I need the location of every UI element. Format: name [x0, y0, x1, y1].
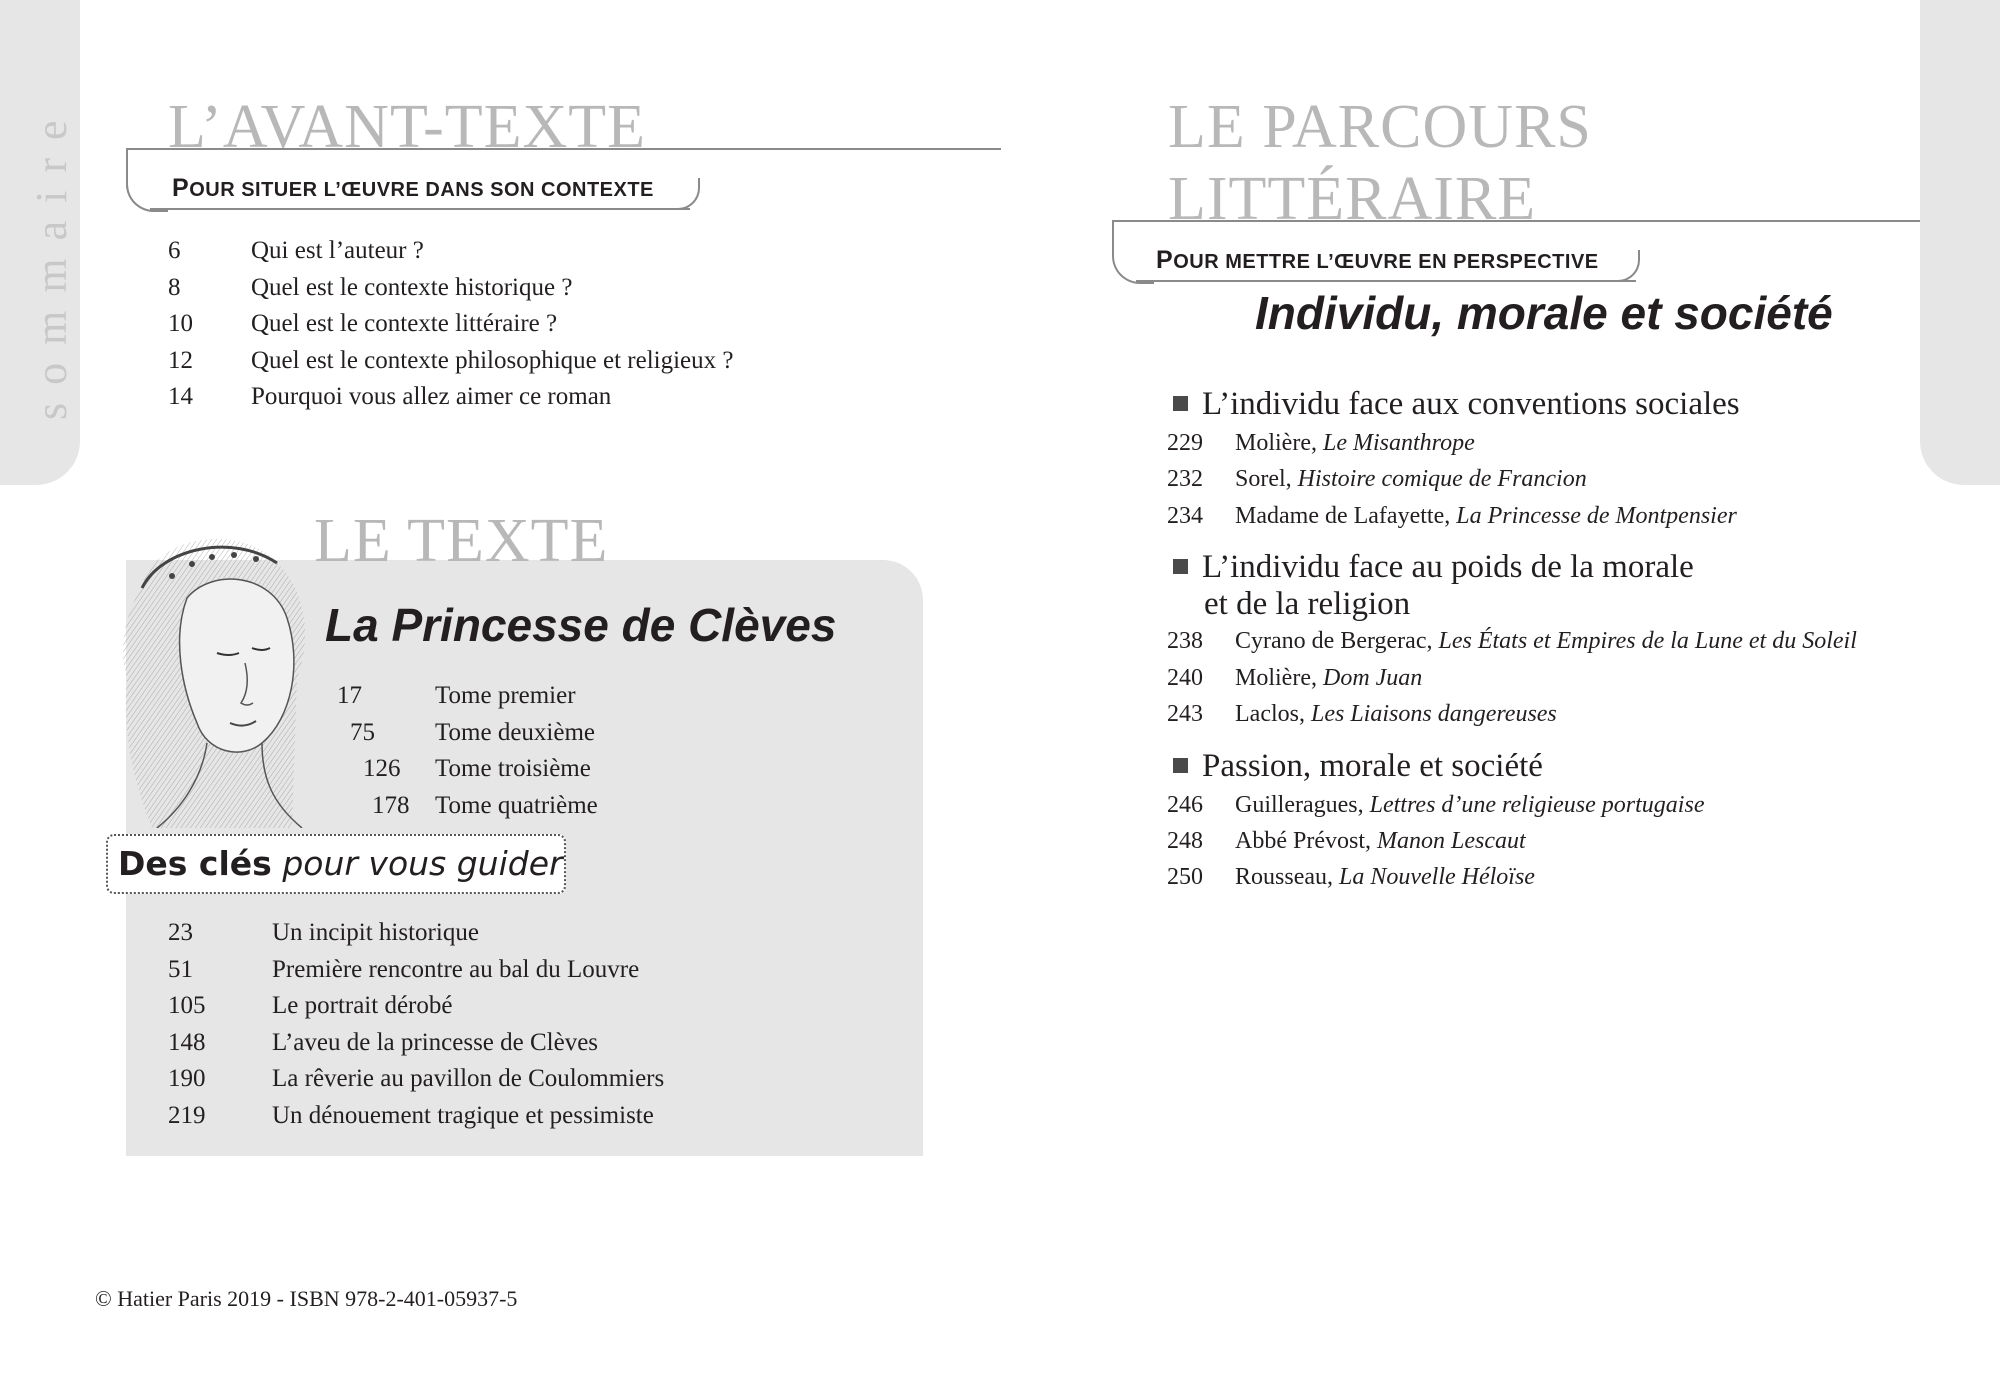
parcours-section-title: L’individu face au poids de la morale et de la religion: [1173, 549, 1694, 623]
square-bullet-icon: [1173, 396, 1188, 411]
keys-label: Des clés pour vous guider: [106, 834, 566, 894]
keys-list: 23 Un incipit historique 51 Première rencontre au bal du Louvre 105 Le portrait dérobé 148 L’aveu de la princesse de Clèves 190 La rêverie au pavillon de Coulommiers 219 Un dénouement tragique et pessimiste: [168, 919, 665, 1129]
parcours-section-title: L’individu face aux conventions sociales: [1173, 386, 1740, 423]
parcours-heading-line2: LITTÉRAIRE: [1168, 165, 1537, 233]
avant-texte-banner-corner: [126, 148, 168, 212]
parcours-subtitle: POUR METTRE L’ŒUVRE EN PERSPECTIVE: [1156, 246, 1599, 274]
portrait-engraving: [112, 528, 322, 828]
parcours-section-title: Passion, morale et société: [1173, 748, 1543, 785]
avant-texte-banner-underline: [150, 208, 690, 210]
avant-texte-heading: L’AVANT-TEXTE: [168, 93, 647, 161]
copyright-footer: © Hatier Paris 2019 - ISBN 978-2-401-05937-5: [95, 1286, 518, 1311]
side-label: sommaire: [27, 102, 76, 420]
avant-texte-subtitle: POUR SITUER L’ŒUVRE DANS SON CONTEXTE: [172, 174, 654, 202]
side-tab-right: [1920, 0, 2000, 485]
square-bullet-icon: [1173, 559, 1188, 574]
parcours-banner-underline: [1136, 280, 1636, 282]
parcours-heading-line1: LE PARCOURS: [1168, 93, 1592, 161]
parcours-banner-corner: [1112, 220, 1154, 284]
parcours-title: Individu, morale et société: [1255, 287, 1833, 339]
texte-heading: LE TEXTE: [314, 507, 609, 575]
tomes-list: 17 Tome premier 75 Tome deuxième 126 Tome troisième 178 Tome quatrième: [337, 682, 598, 819]
parcours-banner-top: [1112, 220, 1920, 222]
parcours-banner-end: [1616, 250, 1640, 282]
square-bullet-icon: [1173, 758, 1188, 773]
novel-title: La Princesse de Clèves: [325, 599, 837, 651]
avant-texte-list: 6 Qui est l’auteur ? 8 Quel est le contexte historique ? 10 Quel est le contexte littéraire ? 12 Quel est le contexte philosophique et religieux ? 14 Pourquoi vous allez aimer ce roman: [168, 237, 734, 410]
